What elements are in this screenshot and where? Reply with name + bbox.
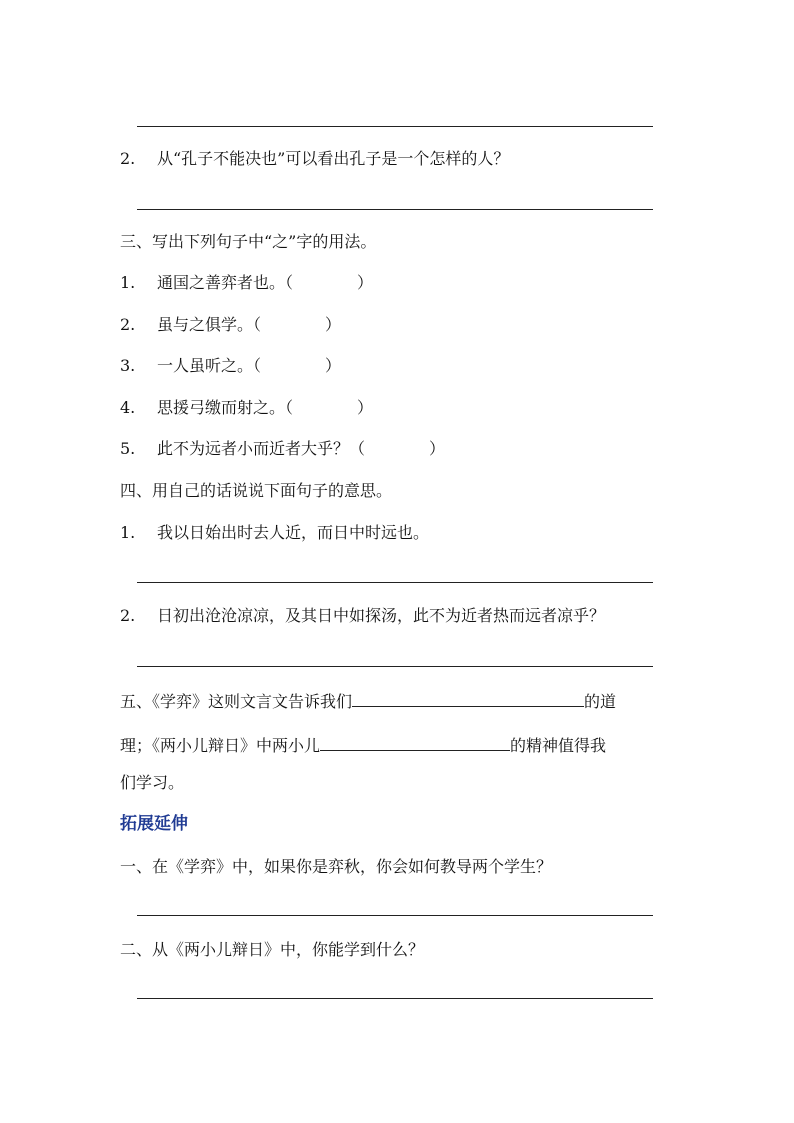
- question-text: 日初出沧沧凉凉，及其日中如探汤，此不为近者热而远者凉乎？: [157, 606, 606, 625]
- item-text: 虽与之俱学。（ ）: [157, 315, 342, 334]
- item-number: 2.: [120, 315, 136, 334]
- section-title: 四、用自己的话说说下面句子的意思。: [120, 481, 393, 500]
- fill-in-text: 的精神值得我: [510, 736, 607, 755]
- question-number: 2.: [120, 149, 136, 168]
- item-number: 1.: [120, 273, 136, 292]
- answer-line[interactable]: [137, 998, 653, 999]
- item-text: 通国之善弈者也。（ ）: [157, 273, 374, 292]
- answer-line[interactable]: [137, 666, 653, 667]
- item-text: 思援弓缴而射之。（ ）: [157, 398, 374, 417]
- section-heading: 拓展延伸: [120, 814, 188, 834]
- question-number: 2.: [120, 606, 136, 625]
- question-text: 二、从《两小儿辩日》中，你能学到什么？: [120, 940, 425, 959]
- item-number: 4.: [120, 398, 136, 417]
- fill-in-text: 理；《两小儿辩日》中两小儿: [120, 736, 321, 755]
- fill-in-blank[interactable]: [352, 688, 584, 707]
- item-number: 5.: [120, 439, 136, 458]
- question-text: 我以日始出时去人近，而日中时远也。: [157, 523, 430, 542]
- answer-line[interactable]: [137, 209, 653, 210]
- fill-in-text: 们学习。: [120, 773, 185, 792]
- fill-in-text: 的道: [584, 692, 617, 711]
- item-text: 此不为远者小而近者大乎？（ ）: [157, 439, 446, 458]
- section-title: 三、写出下列句子中“之”字的用法。: [120, 232, 377, 251]
- question-text: 从“孔子不能决也”可以看出孔子是一个怎样的人？: [157, 149, 510, 168]
- fill-in-blank[interactable]: [320, 732, 510, 751]
- answer-line[interactable]: [137, 582, 653, 583]
- fill-in-text: 五、《学弈》这则文言文告诉我们: [120, 692, 353, 711]
- fill-in-sentence: [120, 688, 616, 713]
- item-text: 一人虽听之。（ ）: [157, 356, 342, 375]
- answer-line[interactable]: [137, 915, 653, 916]
- answer-line[interactable]: [137, 126, 653, 127]
- item-number: 3.: [120, 356, 136, 375]
- question-number: 1.: [120, 523, 136, 542]
- fill-in-sentence: [120, 732, 606, 757]
- question-text: 一、在《学弈》中，如果你是弈秋，你会如何教导两个学生？: [120, 857, 553, 876]
